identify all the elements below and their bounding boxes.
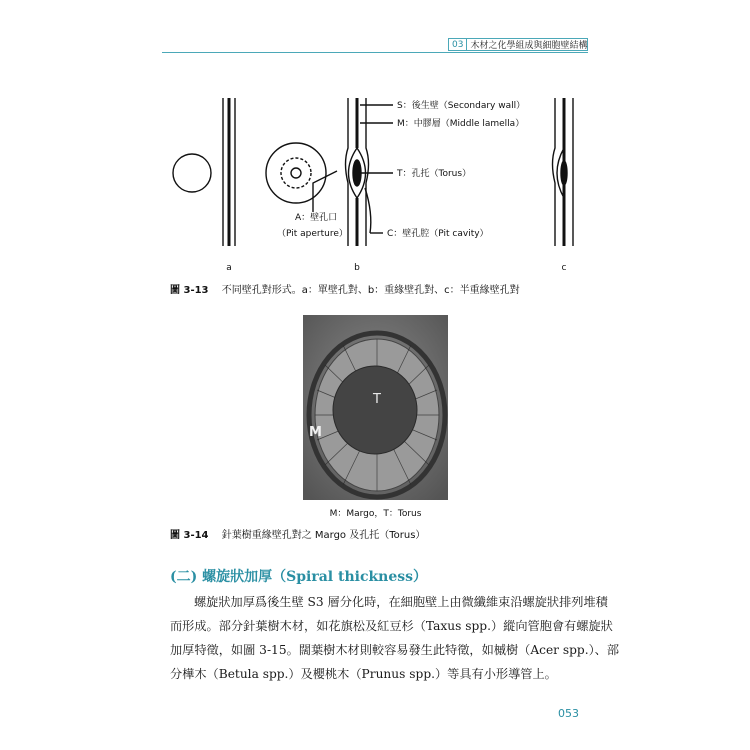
panel-c-half-bordered-pit-pair [553,98,574,246]
caption-number: 圖 3-13 [170,285,209,296]
panel-label-b: b [354,263,360,273]
section-heading [170,566,427,586]
caption-text: 針葉樹重緣壁孔對之 Margo 及孔托（Torus） [221,530,426,541]
figure-3-13-caption [170,281,520,296]
label-s: S：後生壁（Secondary wall） [397,101,526,111]
body-line: 分樺木（Betula spp.）及櫻桃木（Prunus spp.）等具有小形導管上。 [170,667,557,681]
panel-b-bordered-pit-pair [266,98,393,246]
pit-pair-diagram [165,88,585,278]
figure-3-14-caption [170,526,425,541]
header-rule [162,52,588,53]
chapter-number: 03 [449,39,467,50]
section-heading-en: （Spiral thickness） [272,569,428,585]
label-c: C：壁孔腔（Pit cavity） [387,229,489,239]
panel-a-simple-pit-pair [173,98,235,246]
micrograph-subcaption: M：Margo，T：Torus [329,509,422,519]
margo-torus-micrograph [303,315,448,500]
page-number: 053 [558,707,579,720]
label-t: T：孔托（Torus） [397,169,472,179]
body-line: 螺旋狀加厚爲後生壁 S3 層分化時，在細胞壁上由微纖維束沿螺旋狀排列堆積 [194,595,608,609]
body-line: 而形成。部分針葉樹木材，如花旗松及紅豆杉（Taxus spp.）縱向管胞會有螺旋狀 [170,619,613,633]
micro-label-t: T [373,392,381,407]
caption-number: 圖 3-14 [170,530,209,541]
panel-label-a: a [226,263,232,273]
panel-label-c: c [561,263,567,273]
label-a: A：壁孔口 [295,213,338,223]
label-a-en: （Pit aperture） [277,229,348,239]
label-m: M：中膠層（Middle lamella） [397,119,525,129]
chapter-title: 木材之化學組成與細胞壁結構 [470,41,588,51]
micro-label-m: M [309,425,322,440]
section-heading-zh: (二) 螺旋狀加厚 [170,569,273,585]
body-paragraph [170,590,620,686]
caption-text: 不同壁孔對形式。a：單壁孔對、b：重緣壁孔對、c：半重緣壁孔對 [221,285,520,296]
chapter-header [448,38,588,51]
body-line: 加厚特徵，如圖 3-15。闊葉樹木材則較容易發生此特徵，如槭樹（Acer spp.）、部 [170,643,620,657]
micrograph-image [303,315,448,500]
